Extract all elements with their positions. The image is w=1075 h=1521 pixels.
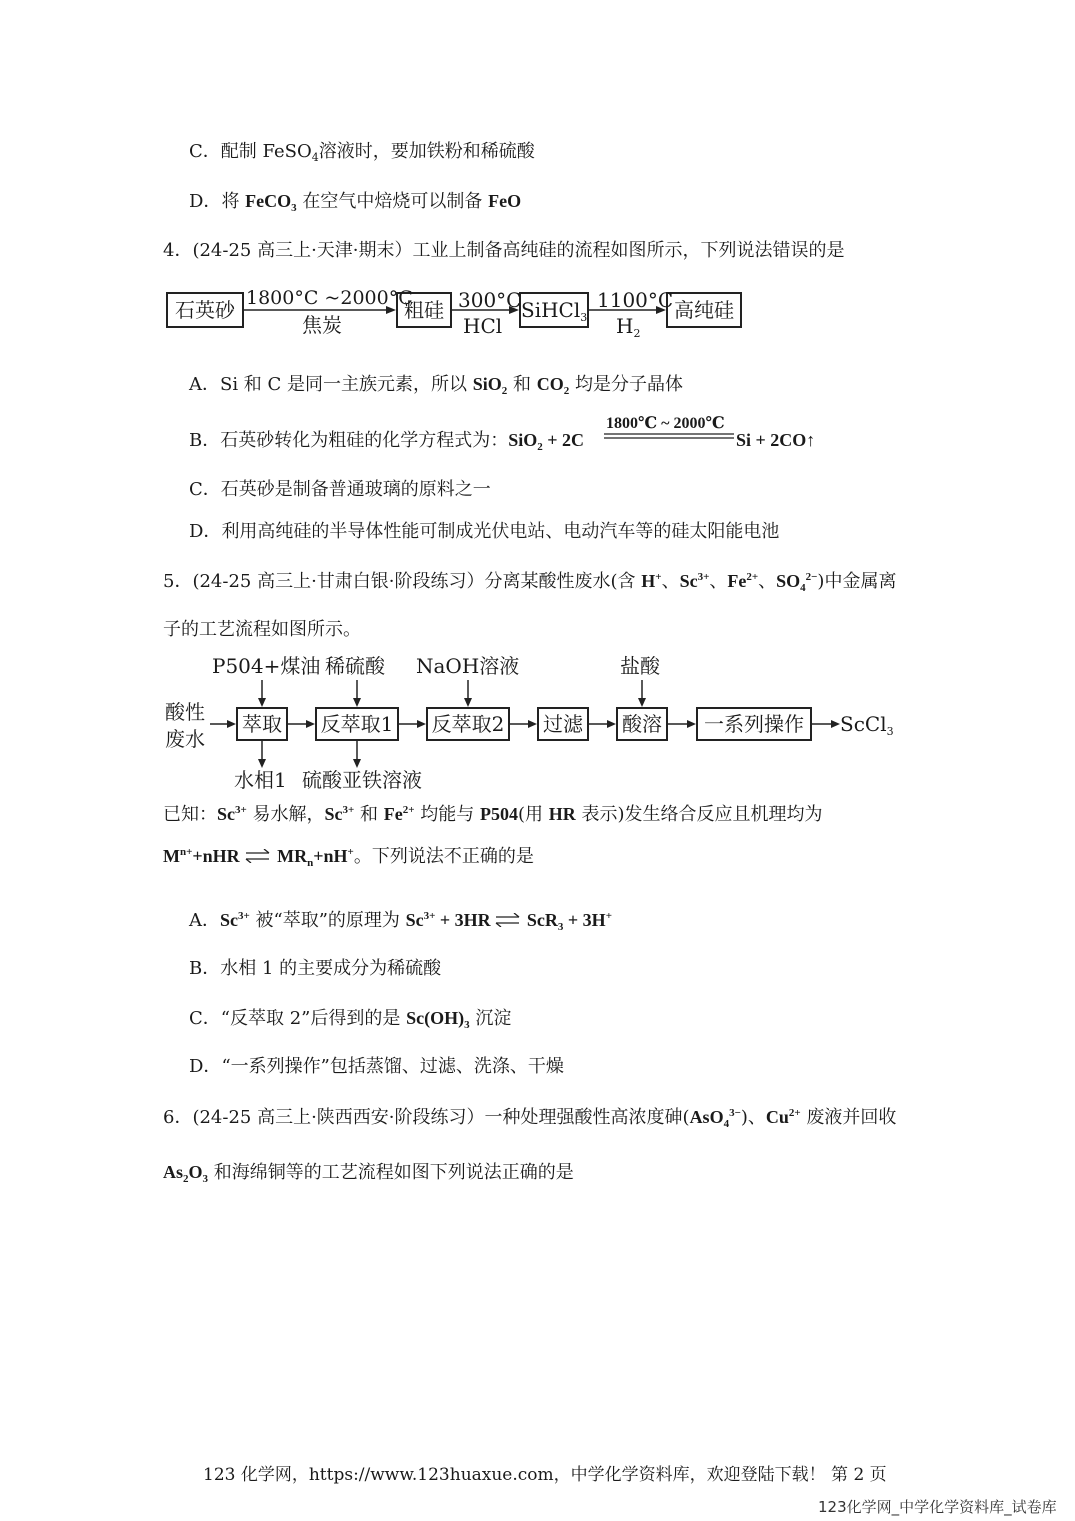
output-ferrous-sulfate: 硫酸亚铁溶液 bbox=[302, 768, 422, 792]
q5-known-line1: 已知：$Sc^{3+}$ 易水解，$Sc^{3+}$ 和 $Fe^{2+}$ 均能与 P504(用 HR 表示)发生络合反应且机理均为 bbox=[163, 804, 823, 825]
input-dilute-sulfuric: 稀硫酸 bbox=[325, 654, 385, 678]
arrow1-condition-bottom: 焦炭 bbox=[302, 313, 342, 337]
page-footer: 123 化学网，https://www.123huaxue.com，中学化学资料库，欢迎登陆下载！ 第 2 页 bbox=[203, 1465, 887, 1485]
q5-option-c: C．“反萃取 2”后得到的是 $Sc(OH)_3$ 沉淀 bbox=[189, 1008, 512, 1031]
q4-stem: 4．(24-25 高三上·天津·期末）工业上制备高纯硅的流程如图所示，下列说法错误的是 bbox=[163, 240, 845, 261]
q5-option-d: D．“一系列操作”包括蒸馏、过滤、洗涤、干燥 bbox=[189, 1056, 564, 1077]
arrow2-condition-top: 300°C bbox=[458, 288, 522, 312]
q3-option-d: D．将 FeCO$_3$ 在空气中焙烧可以制备 FeO bbox=[189, 191, 522, 214]
arrow3-condition-bottom: $H_2$ bbox=[616, 314, 641, 340]
reversible-arrow-icon bbox=[495, 913, 521, 927]
watermark: 123化学网_中学化学资料库_试卷库 bbox=[818, 1498, 1057, 1516]
flow-box-acid-dissolve: 酸溶 bbox=[616, 707, 668, 741]
flow-box-back-extract-2: 反萃取2 bbox=[426, 707, 510, 741]
q5-stem-line1: 5．(24-25 高三上·甘肃白银·阶段练习）分离某酸性废水(含 H+、$Sc^{3+}$、$Fe^{2+}$、$SO_4^{2-}$)中金属离 bbox=[163, 571, 897, 594]
arrow2-condition-bottom: HCl bbox=[463, 314, 503, 338]
input-p504: P504+煤油 bbox=[212, 654, 321, 678]
q5-option-b: B．水相 1 的主要成分为稀硫酸 bbox=[189, 958, 442, 979]
product-scandium-chloride: ScCl$_3$ bbox=[840, 712, 894, 738]
arrow3-condition-top: 1100°C bbox=[597, 288, 674, 312]
q5-known-line2: $M^{n+}+nHR$ $MR_n+nH^+$。下列说法不正确的是 bbox=[163, 846, 534, 869]
input-hcl: 盐酸 bbox=[620, 654, 660, 678]
q4-option-b-product: Si + 2CO↑ bbox=[736, 430, 816, 450]
q5-stem-line2: 子的工艺流程如图所示。 bbox=[163, 619, 361, 640]
reversible-arrow-icon bbox=[245, 849, 271, 863]
flow-box-sihcl3: SiHCl$_3$ bbox=[519, 292, 589, 328]
arrow1-condition-top: 1800°C ~2000°C bbox=[246, 287, 413, 309]
flow-box-back-extract-1: 反萃取1 bbox=[315, 707, 399, 741]
input-naoh: NaOH溶液 bbox=[416, 654, 520, 678]
gas-arrow-icon: ↑ bbox=[806, 430, 816, 450]
source-label-1: 酸性 bbox=[165, 700, 205, 724]
flow-box-extract: 萃取 bbox=[236, 707, 288, 741]
q4-option-b-condition: 1800℃ ~ 2000℃ bbox=[606, 415, 725, 432]
q6-stem-line1: 6．(24-25 高三上·陕西西安·阶段练习）一种处理强酸性高浓度砷(AsO$_4^{3-}$)、$Cu^{2+}$ 废液并回收 bbox=[163, 1107, 897, 1130]
q5-option-a: A．$Sc^{3+}$ 被“萃取”的原理为 $Sc^{3+} + 3HR$ ScR$_3$ + 3H+ bbox=[189, 910, 612, 933]
flow-box-filter: 过滤 bbox=[537, 707, 589, 741]
q4-option-d: D．利用高纯硅的半导体性能可制成光伏电站、电动汽车等的硅太阳能电池 bbox=[189, 521, 780, 542]
q4-option-b: B．石英砂转化为粗硅的化学方程式为：SiO$_2$ + 2C bbox=[189, 430, 585, 453]
q4-option-c: C．石英砂是制备普通玻璃的原料之一 bbox=[189, 479, 491, 500]
q6-stem-line2: $As_2O_3$ 和海绵铜等的工艺流程如图下列说法正确的是 bbox=[163, 1162, 574, 1185]
q4-option-a: A．Si 和 C 是同一主族元素，所以 SiO$_2$ 和 $CO_2$ 均是分子晶体 bbox=[189, 374, 683, 397]
output-aqueous-phase-1: 水相1 bbox=[234, 768, 287, 792]
flow-box-series-ops: 一系列操作 bbox=[696, 707, 812, 741]
q3-option-c: C．配制 FeSO$_4$溶液时，要加铁粉和稀硫酸 bbox=[189, 141, 535, 164]
flow-box-pure-silicon: 高纯硅 bbox=[666, 292, 742, 328]
flow-box-quartz-sand: 石英砂 bbox=[166, 292, 244, 328]
source-label-2: 废水 bbox=[165, 727, 205, 751]
flow-box-crude-silicon: 粗硅 bbox=[396, 292, 452, 328]
